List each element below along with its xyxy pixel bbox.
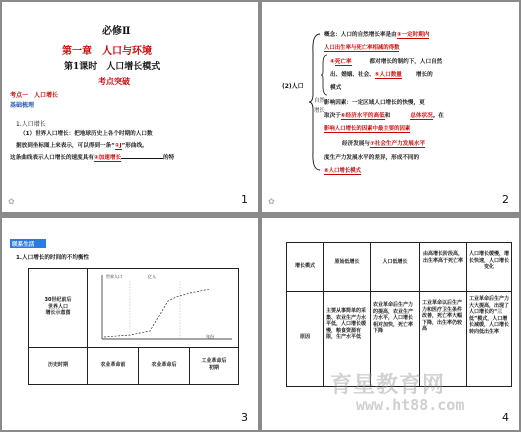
factors-line: 取决于⑥经济水平的高低和 总体状况。在 <box>324 113 444 119</box>
table-cell: 原始低增长 <box>323 242 371 292</box>
slide-title: 1.人口增长的时间的不均衡性 <box>16 255 90 261</box>
table-cell: 工业革命后生产力大大提高，出现了人口增长的“三低”模式，人口增长减缓，人口增长转向低出生率 <box>466 291 512 387</box>
answer-blank-2: ②加速增长 <box>93 155 122 161</box>
answer-blank-5: ⑤人口数量 <box>374 72 402 78</box>
chapter-title: 第一章 人口与环境 <box>62 46 152 57</box>
population-chart <box>90 271 236 345</box>
answer-blank-7: ⑦社会生产力发展水平 <box>369 141 426 147</box>
answer-blank-3: ③一定时期内 <box>396 32 430 38</box>
point-heading: 考点一 人口增长 <box>10 92 59 99</box>
sub-label: 自然 <box>314 98 325 104</box>
answer-blank-4: 死亡率 <box>334 59 352 65</box>
table-cell: 人口低增长 <box>370 242 420 292</box>
table-cell: 由高增长阶段高，出生率高于死亡率 <box>419 242 467 292</box>
answer-blank-6: ⑥经济水平的高低 <box>340 113 385 119</box>
slide-1[interactable] <box>2 2 258 212</box>
brace-inner <box>320 54 328 96</box>
table-cell: 历史时期 <box>28 347 88 385</box>
page-number: 4 <box>502 411 509 424</box>
item-heading: 1.人口增长 <box>16 121 46 128</box>
lesson-title: 第1课时 人口增长模式 <box>64 62 161 72</box>
concept-line-2: 人口出生率与死亡率相减的得数 <box>324 45 400 51</box>
mode-label: 模式 <box>330 85 342 91</box>
factors-title: 影响因素：一定区域人口增长的快慢，更 <box>324 100 425 106</box>
text-line: 据放到坐标图上来表示，可以得到一条“①J”形曲线。 <box>16 143 148 149</box>
table-cell: 农业革命后 <box>138 347 190 385</box>
slide-3[interactable] <box>2 218 258 430</box>
factor-line: 出、婚姻、社会、⑤人口数量 增长的 <box>330 72 433 78</box>
section-tag: 联系生活 <box>12 242 35 248</box>
table-cell: 农业革命前 <box>87 347 139 385</box>
section-title: 考点突破 <box>98 76 130 86</box>
page-number: 2 <box>502 193 509 206</box>
table-cell-header: 原因 <box>286 291 324 387</box>
table-cell: 工业革命以后生产力和医疗卫生条件改善，死亡率大幅下降，出生率仍较高 <box>419 291 467 387</box>
table-cell: 农业革命后生产力的提高，农业生产力水平，人口增长相对加快，死亡率下降 <box>370 291 420 387</box>
answer-blank-8: ⑧人口增长模式 <box>324 168 361 174</box>
concept-line: 概念：人口的自然增长率是由③一定时期内 <box>324 32 430 38</box>
table-cell: 工业革命后 初期 <box>189 347 239 385</box>
basics-label: 基础梳理 <box>10 102 35 109</box>
table-cell: 主要从事简单的采集、农业生产力水平低，人口增长缓慢，粮食资源有限，生产水平低 <box>323 291 371 387</box>
prod-line: 度生产力发展水平的差异，形成不同的 <box>324 155 420 161</box>
answer-blank-1: ①J <box>114 143 122 149</box>
table-cell-chart: 世界人口 亿人 年份 <box>87 268 239 348</box>
page-number: 3 <box>241 411 248 424</box>
table-cell-header: 30世纪前后 世界人口 增长示意图 <box>28 268 88 348</box>
text-line: 这条曲线表示人口增长的速度具有②加速增长 的特 <box>10 155 175 161</box>
table-cell-header: 增长模式 <box>286 242 324 292</box>
watermark-url: www.ht88.com <box>356 396 465 414</box>
slide-2[interactable] <box>262 2 519 212</box>
sub-label: 增长 <box>314 108 325 114</box>
text-line: （1）世界人口增长：把地球历史上各个时期的人口数 <box>20 131 153 137</box>
factors-line-2: 影响人口增长的因素中最主要的因素 <box>324 126 411 132</box>
factor-line: ④死亡率 都对增长的制约下，人口自然 <box>330 59 443 65</box>
watermark-cn: 育星教育网 <box>330 373 446 398</box>
footer-logo: ✿ <box>8 197 15 206</box>
econ-line: 经济发展与⑦社会生产力发展水平 <box>342 141 426 147</box>
footer-logo: ✿ <box>268 197 275 206</box>
topic-label: (2)人口 <box>282 83 304 90</box>
table-cell: 人口增长缓慢，增长快速，人口增长变化 <box>466 242 512 292</box>
page-number: 1 <box>241 193 248 206</box>
module-title: 必修Ⅱ <box>102 26 131 37</box>
